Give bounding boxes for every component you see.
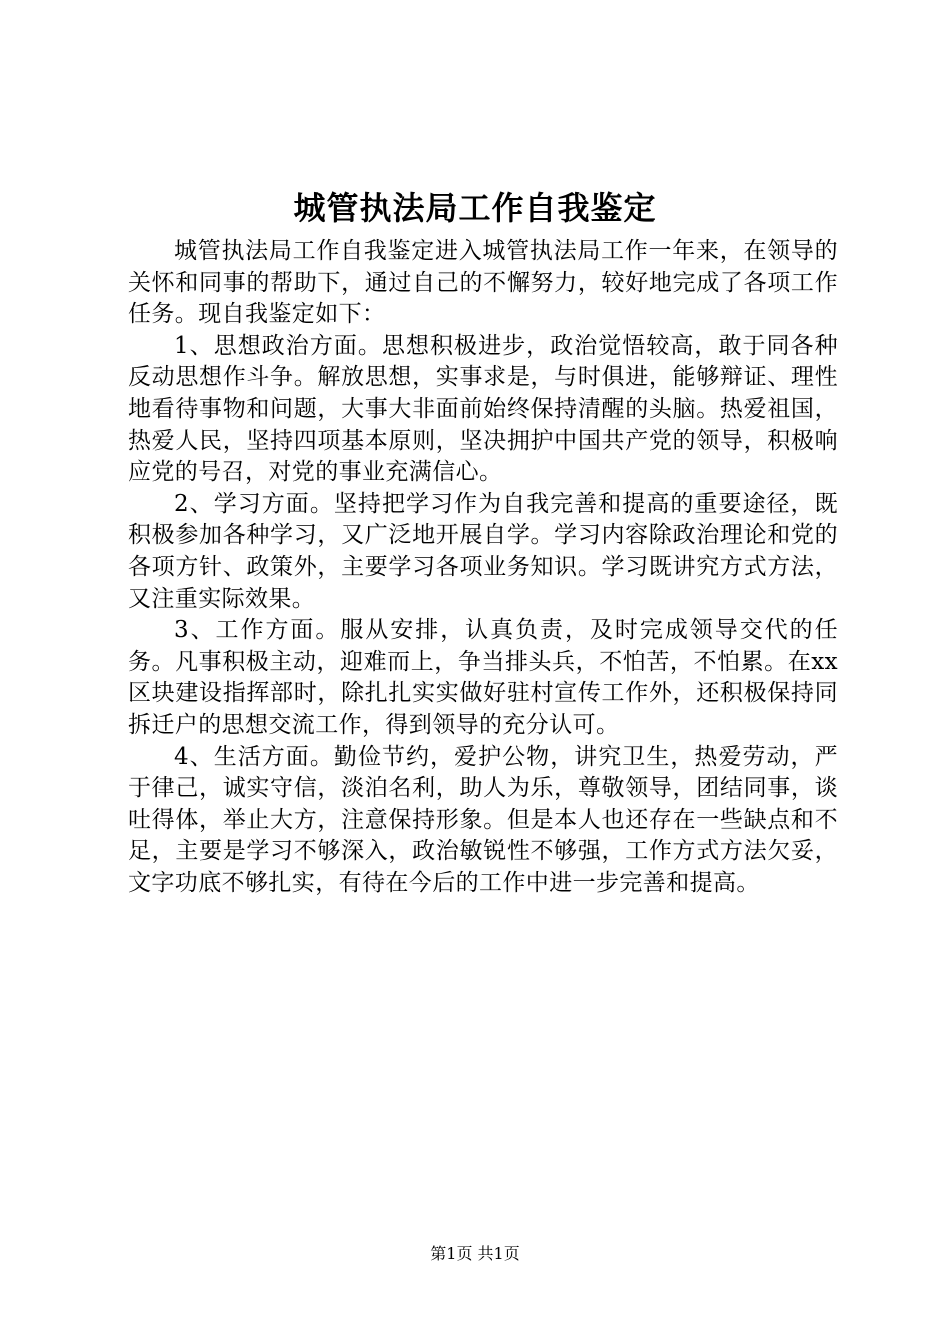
page-number-footer: 第1页 共1页 [430, 1244, 520, 1263]
document-title: 城管执法局工作自我鉴定 [293, 189, 657, 227]
paragraph-study: 2、学习方面。坚持把学习作为自我完善和提高的重要途径，既积极参加各种学习，又广泛地开展自学。学习内容除政治理论和党的各项方针、政策外，主要学习各项业务知识。学习既讲究方式方法，又注重实际效果。 [128, 490, 838, 612]
paragraph-life: 4、生活方面。勤俭节约，爱护公物，讲究卫生，热爱劳动，严于律己，诚实守信，淡泊名利，助人为乐，尊敬领导，团结同事，谈吐得体，举止大方，注意保持形象。但是本人也还存在一些缺点和不足，主要是学习不够深入，政治敏锐性不够强，工作方式方法欠妥，文字功底不够扎实，有待在今后的工作中进一步完善和提高。 [128, 743, 838, 896]
paragraph-ideology: 1、思想政治方面。思想积极进步，政治觉悟较高，敢于同各种反动思想作斗争。解放思想，实事求是，与时俱进，能够辩证、理性地看待事物和问题，大事大非面前始终保持清醒的头脑。热爱祖国，热爱人民，坚持四项基本原则，坚决拥护中国共产党的领导，积极响应党的号召，对党的事业充满信心。 [128, 332, 838, 486]
document-body [128, 236, 838, 899]
paragraph-intro: 城管执法局工作自我鉴定进入城管执法局工作一年来，在领导的关怀和同事的帮助下，通过自己的不懈努力，较好地完成了各项工作任务。现自我鉴定如下： [128, 238, 838, 328]
paragraph-work: 3、工作方面。服从安排，认真负责，及时完成领导交代的任务。凡事积极主动，迎难而上，争当排头兵，不怕苦，不怕累。在xx区块建设指挥部时，除扎扎实实做好驻村宣传工作外，还积极保持同拆迁户的思想交流工作，得到领导的充分认可。 [128, 617, 838, 738]
